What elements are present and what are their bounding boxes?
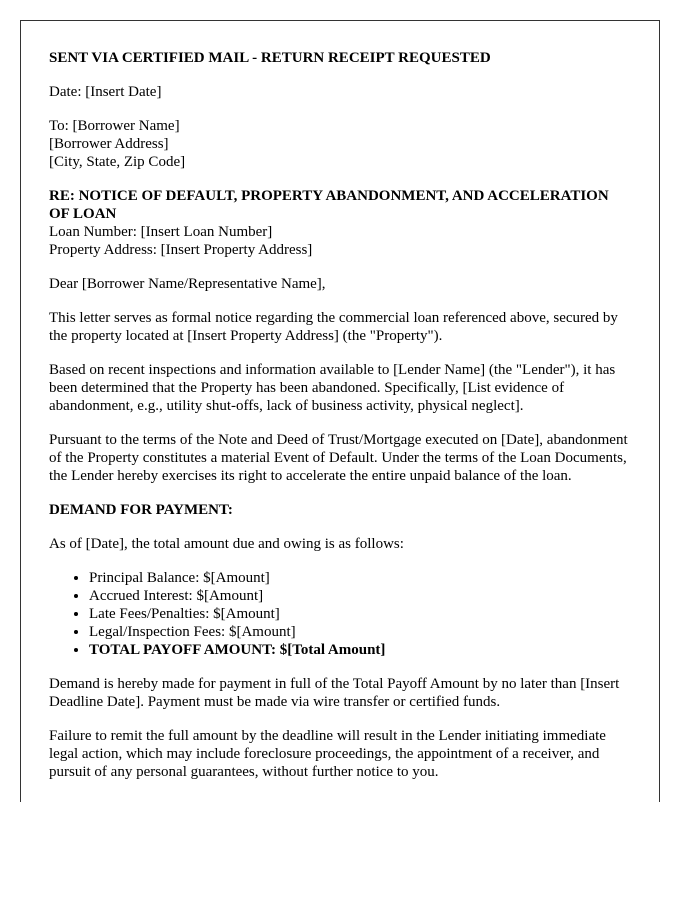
property-address: Property Address: [Insert Property Address]: [49, 242, 313, 258]
recipient-name: To: [Borrower Name]: [49, 118, 180, 134]
amount-item: • Principal Balance: $[Amount]: [89, 569, 631, 587]
paragraph-default: Pursuant to the terms of the Note and Deed of Trust/Mortgage executed on [Date], abandonment of the Property constitutes a material Event of Default. Under the terms of the Loan Documents, the Lender hereby exercises its right to accelerate the entire unpaid balance of the loan.: [49, 432, 628, 484]
mail-header: SENT VIA CERTIFIED MAIL - RETURN RECEIPT REQUESTED: [49, 50, 491, 66]
letter-page: [20, 20, 660, 802]
paragraph-abandonment: Based on recent inspections and information available to [Lender Name] (the "Lender"), it has been determined that the Property has been abandoned. Specifically, [List evidence of abandonment, e.g., utility shut-offs, lack of business activity, physical neglect].: [49, 362, 616, 414]
paragraph-demand: Demand is hereby made for payment in full of the Total Payoff Amount by no later than [Insert Deadline Date]. Payment must be made via wire transfer or certified funds.: [49, 676, 620, 710]
amount-item: • Legal/Inspection Fees: $[Amount]: [89, 623, 631, 641]
recipient-address: [49, 117, 631, 171]
re-block: [49, 187, 631, 259]
loan-number: Loan Number: [Insert Loan Number]: [49, 224, 273, 240]
demand-heading: DEMAND FOR PAYMENT:: [49, 502, 233, 518]
amount-item: • Accrued Interest: $[Amount]: [89, 587, 631, 605]
amount-item: • Late Fees/Penalties: $[Amount]: [89, 605, 631, 623]
recipient-street: [Borrower Address]: [49, 136, 169, 152]
salutation: Dear [Borrower Name/Representative Name],: [49, 276, 326, 292]
re-title: RE: NOTICE OF DEFAULT, PROPERTY ABANDONMENT, AND ACCELERATION OF LOAN: [49, 188, 609, 222]
date-line: Date: [Insert Date]: [49, 84, 162, 100]
recipient-city: [City, State, Zip Code]: [49, 154, 186, 170]
demand-intro: As of [Date], the total amount due and owing is as follows:: [49, 536, 404, 552]
paragraph-consequence: Failure to remit the full amount by the deadline will result in the Lender initiating immediate legal action, which may include foreclosure proceedings, the appointment of a receiver, and pursuit of any personal guarantees, without further notice to you.: [49, 728, 606, 780]
paragraph-notice: This letter serves as formal notice regarding the commercial loan referenced above, secured by the property located at [Insert Property Address] (the "Property").: [49, 310, 618, 344]
amount-total: • TOTAL PAYOFF AMOUNT: $[Total Amount]: [89, 641, 631, 659]
amount-list: [49, 569, 631, 659]
